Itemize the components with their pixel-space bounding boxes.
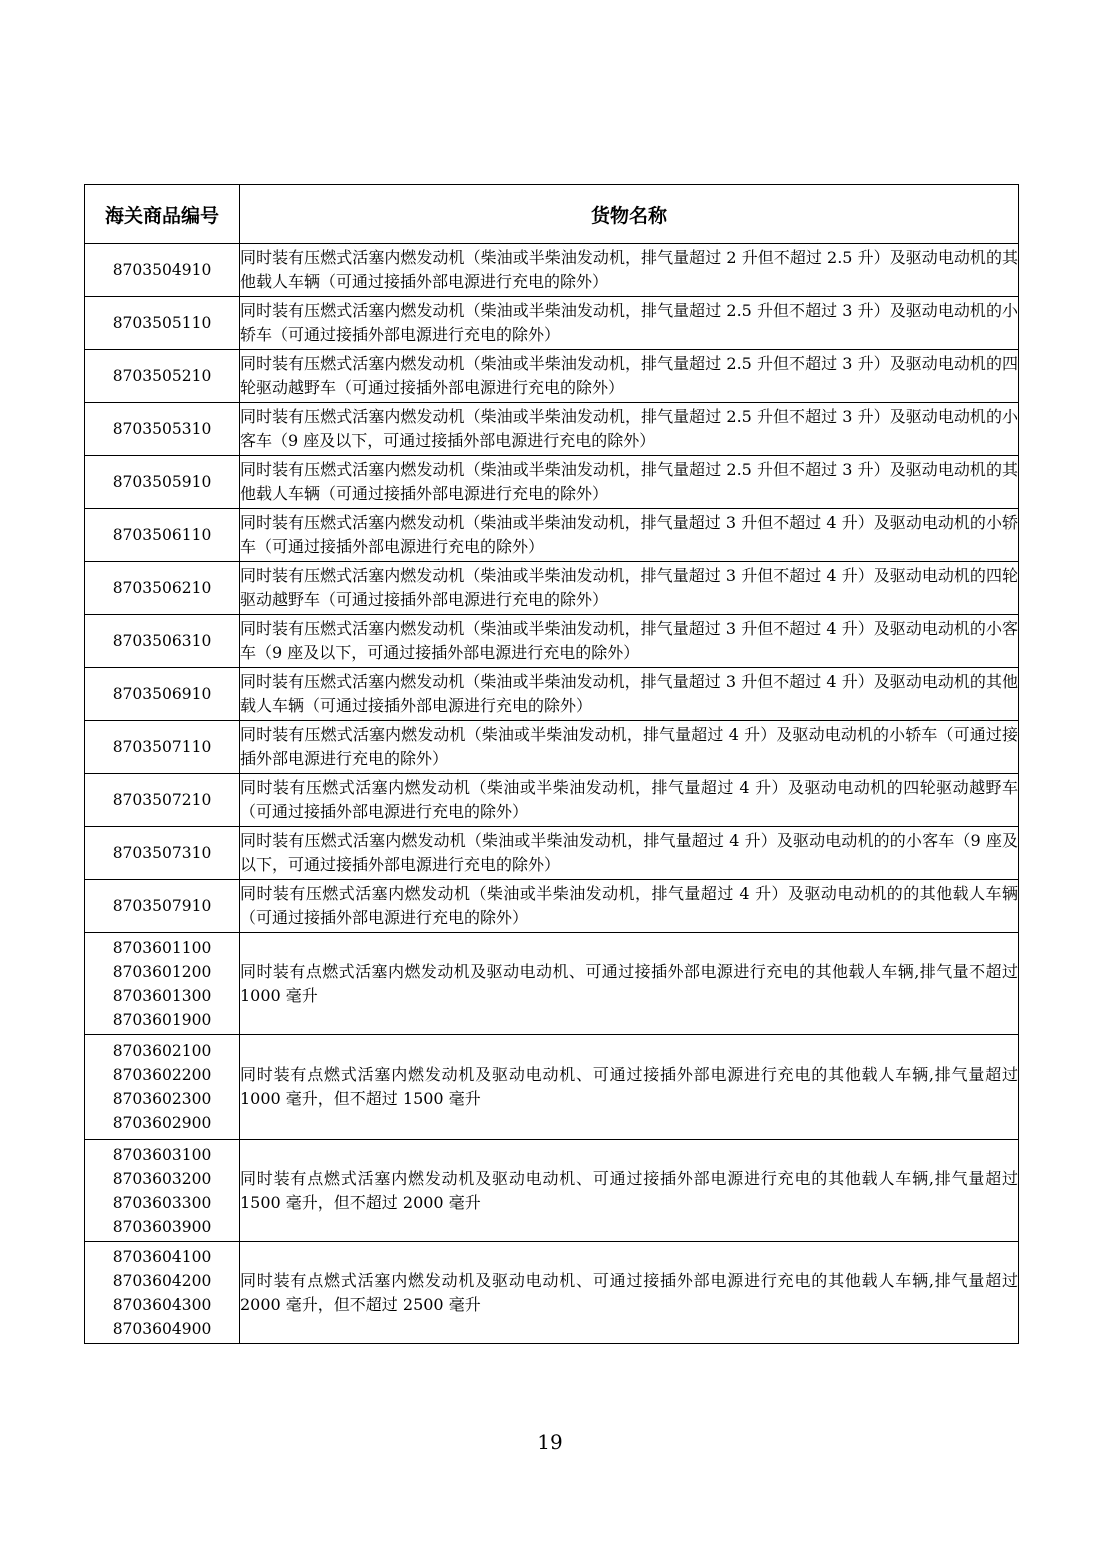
customs-code: 8703604300: [112, 1295, 212, 1314]
customs-code: 8703603300: [112, 1193, 212, 1212]
customs-code: 8703505210: [112, 367, 212, 385]
customs-code-cell: [85, 668, 240, 721]
customs-code-cell: [85, 615, 240, 668]
customs-code-cell: [85, 933, 240, 1035]
goods-name-cell: 同时装有压燃式活塞内燃发动机（柴油或半柴油发动机，排气量超过 3 升但不超过 4 升）及驱动电动机的其他载人车辆（可通过接插外部电源进行充电的除外）: [240, 668, 1019, 721]
customs-code: 8703601900: [112, 1010, 212, 1029]
customs-code: 8703604200: [112, 1271, 212, 1290]
table-row: [85, 880, 1019, 933]
customs-code-cell: [85, 403, 240, 456]
table-row: [85, 456, 1019, 509]
table-row: [85, 615, 1019, 668]
customs-code: 8703602900: [112, 1114, 212, 1132]
table-row: [85, 933, 1019, 1035]
customs-code: 8703505910: [112, 473, 212, 491]
goods-name-cell: 同时装有压燃式活塞内燃发动机（柴油或半柴油发动机，排气量超过 3 升但不超过 4 升）及驱动电动机的小轿车（可通过接插外部电源进行充电的除外）: [240, 509, 1019, 562]
goods-name-cell: 同时装有压燃式活塞内燃发动机（柴油或半柴油发动机，排气量超过 2.5 升但不超过 3 升）及驱动电动机的其他载人车辆（可通过接插外部电源进行充电的除外）: [240, 456, 1019, 509]
customs-code: 8703506310: [112, 632, 212, 650]
customs-code-cell: [85, 297, 240, 350]
customs-code: 8703604900: [112, 1319, 212, 1338]
customs-code-cell: [85, 827, 240, 880]
customs-code-cell: [85, 509, 240, 562]
goods-name-cell: 同时装有点燃式活塞内燃发动机及驱动电动机、可通过接插外部电源进行充电的其他载人车辆,排气量不超过 1000 毫升: [240, 933, 1019, 1035]
table-row: [85, 562, 1019, 615]
customs-code: 8703505310: [112, 420, 212, 438]
goods-name-cell: 同时装有压燃式活塞内燃发动机（柴油或半柴油发动机，排气量超过 3 升但不超过 4 升）及驱动电动机的四轮驱动越野车（可通过接插外部电源进行充电的除外）: [240, 562, 1019, 615]
table-body: [85, 244, 1019, 1344]
customs-code: 8703506210: [112, 579, 212, 597]
goods-table: [84, 184, 1019, 1344]
table-header-row: [85, 185, 1019, 244]
goods-name-cell: 同时装有点燃式活塞内燃发动机及驱动电动机、可通过接插外部电源进行充电的其他载人车辆,排气量超过 1000 毫升，但不超过 1500 毫升: [240, 1035, 1019, 1140]
table-row: [85, 1242, 1019, 1344]
customs-code: 8703602100: [112, 1042, 212, 1060]
customs-code: 8703603200: [112, 1169, 212, 1188]
customs-code-cell: [85, 350, 240, 403]
goods-name-cell: 同时装有压燃式活塞内燃发动机（柴油或半柴油发动机，排气量超过 4 升）及驱动电动机的的其他载人车辆（可通过接插外部电源进行充电的除外）: [240, 880, 1019, 933]
table-row: [85, 403, 1019, 456]
customs-code-cell: [85, 1242, 240, 1344]
goods-name-cell: 同时装有压燃式活塞内燃发动机（柴油或半柴油发动机，排气量超过 2.5 升但不超过 3 升）及驱动电动机的小轿车（可通过接插外部电源进行充电的除外）: [240, 297, 1019, 350]
table-row: [85, 350, 1019, 403]
customs-code: 8703505110: [112, 314, 212, 332]
customs-code: 8703601300: [112, 986, 212, 1005]
customs-code: 8703601100: [112, 938, 212, 957]
customs-code: 8703507310: [112, 844, 212, 862]
table-row: [85, 297, 1019, 350]
customs-code: 8703507110: [112, 738, 212, 756]
goods-name-cell: 同时装有压燃式活塞内燃发动机（柴油或半柴油发动机，排气量超过 4 升）及驱动电动机的的小客车（9 座及以下，可通过接插外部电源进行充电的除外）: [240, 827, 1019, 880]
table-row: [85, 668, 1019, 721]
customs-code: 8703602300: [112, 1090, 212, 1108]
customs-code: 8703504910: [112, 261, 212, 279]
customs-code: 8703601200: [112, 962, 212, 981]
customs-code-cell: [85, 456, 240, 509]
header-goods-name: 货物名称: [240, 185, 1019, 244]
customs-code: 8703506110: [112, 526, 212, 544]
table-row: [85, 827, 1019, 880]
goods-name-cell: 同时装有压燃式活塞内燃发动机（柴油或半柴油发动机，排气量超过 2.5 升但不超过 3 升）及驱动电动机的小客车（9 座及以下，可通过接插外部电源进行充电的除外）: [240, 403, 1019, 456]
goods-name-cell: 同时装有点燃式活塞内燃发动机及驱动电动机、可通过接插外部电源进行充电的其他载人车辆,排气量超过 1500 毫升，但不超过 2000 毫升: [240, 1140, 1019, 1242]
customs-code-cell: [85, 1035, 240, 1140]
table-row: [85, 1140, 1019, 1242]
table-row: [85, 244, 1019, 297]
table-row: [85, 1035, 1019, 1140]
table-row: [85, 509, 1019, 562]
goods-name-cell: 同时装有压燃式活塞内燃发动机（柴油或半柴油发动机，排气量超过 3 升但不超过 4 升）及驱动电动机的小客车（9 座及以下，可通过接插外部电源进行充电的除外）: [240, 615, 1019, 668]
table-row: [85, 774, 1019, 827]
goods-name-cell: 同时装有压燃式活塞内燃发动机（柴油或半柴油发动机，排气量超过 2 升但不超过 2.5 升）及驱动电动机的其他载人车辆（可通过接插外部电源进行充电的除外）: [240, 244, 1019, 297]
goods-name-cell: 同时装有压燃式活塞内燃发动机（柴油或半柴油发动机，排气量超过 4 升）及驱动电动机的小轿车（可通过接插外部电源进行充电的除外）: [240, 721, 1019, 774]
customs-code-cell: [85, 880, 240, 933]
goods-name-cell: 同时装有压燃式活塞内燃发动机（柴油或半柴油发动机，排气量超过 2.5 升但不超过 3 升）及驱动电动机的四轮驱动越野车（可通过接插外部电源进行充电的除外）: [240, 350, 1019, 403]
goods-name-cell: 同时装有压燃式活塞内燃发动机（柴油或半柴油发动机，排气量超过 4 升）及驱动电动机的四轮驱动越野车（可通过接插外部电源进行充电的除外）: [240, 774, 1019, 827]
customs-code: 8703602200: [112, 1066, 212, 1084]
customs-code-cell: [85, 774, 240, 827]
goods-name-cell: 同时装有点燃式活塞内燃发动机及驱动电动机、可通过接插外部电源进行充电的其他载人车辆,排气量超过 2000 毫升，但不超过 2500 毫升: [240, 1242, 1019, 1344]
customs-code-cell: [85, 244, 240, 297]
page-number: 19: [537, 1430, 563, 1454]
customs-code-cell: [85, 1140, 240, 1242]
customs-code: 8703507210: [112, 791, 212, 809]
customs-code: 8703603900: [112, 1217, 212, 1236]
customs-code: 8703507910: [112, 897, 212, 915]
customs-code-cell: [85, 562, 240, 615]
customs-code-cell: [85, 721, 240, 774]
header-customs-code: 海关商品编号: [85, 185, 240, 244]
customs-code: 8703604100: [112, 1247, 212, 1266]
table-row: [85, 721, 1019, 774]
customs-code: 8703506910: [112, 685, 212, 703]
customs-code: 8703603100: [112, 1145, 212, 1164]
